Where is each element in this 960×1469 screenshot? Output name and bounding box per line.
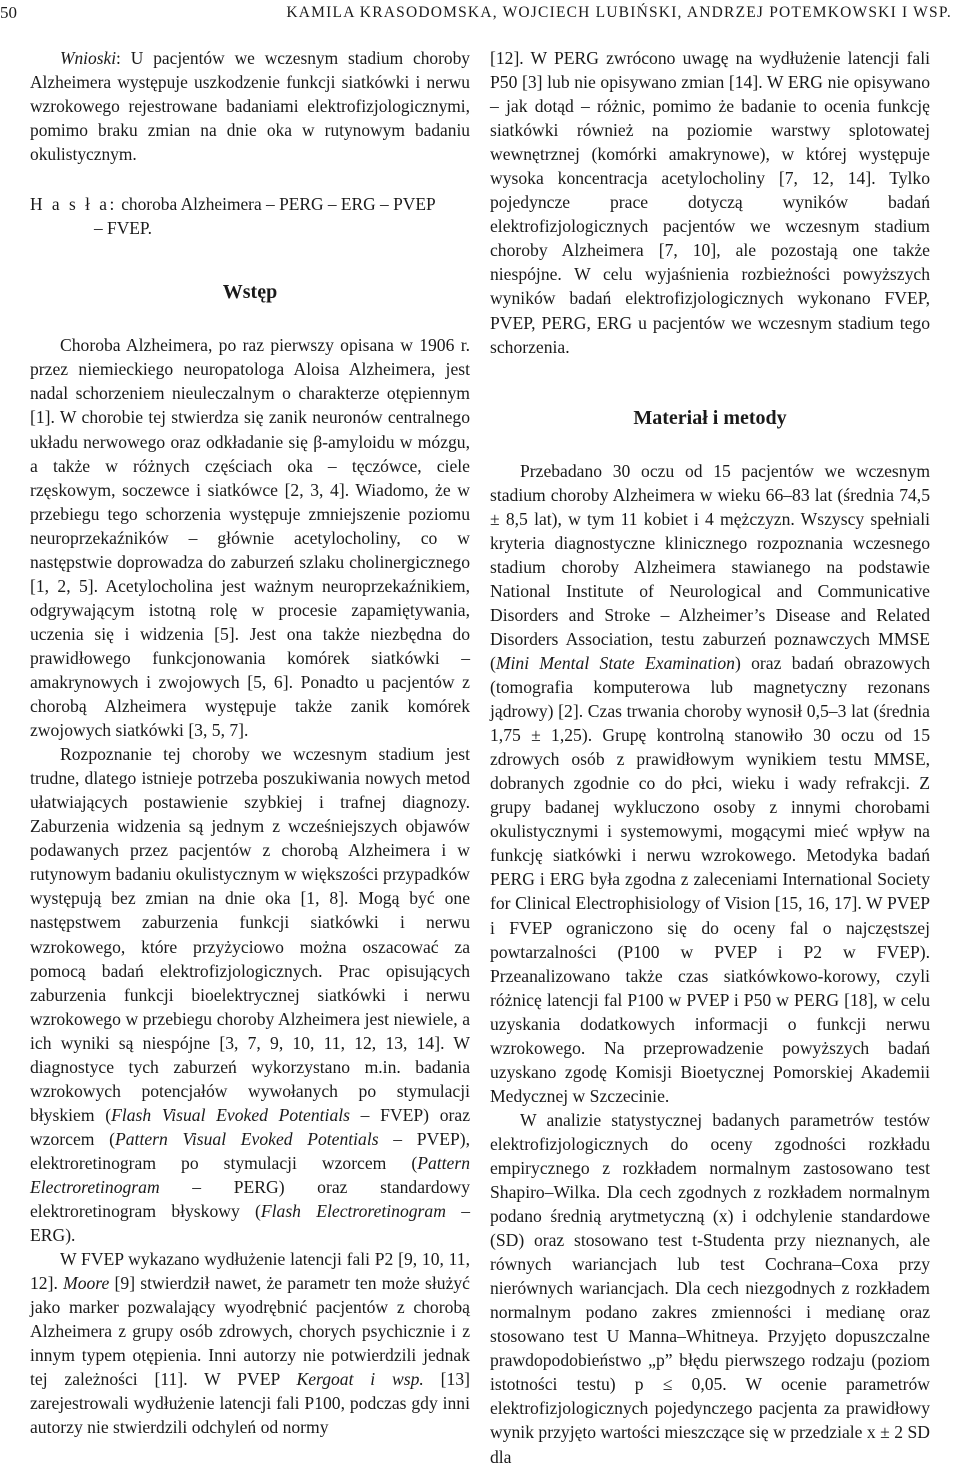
- keywords-text-2: – FVEP.: [94, 218, 152, 239]
- paragraph: Choroba Alzheimera, po raz pierwszy opisana w 1906 r. przez niemieckiego neuropatologa Aloisa Alzheimera, jest nadal schorzeniem nieuleczalnym o charakterze otępiennym [1]. W chorobie tej stwierdza się zanik neuronów centralnego układu nerwowego oraz odkładanie się β-amyloidu w mózgu, a także w różnych częściach oka – tęczówce, ciele rzęskowym, soczewce i siatkówce [2, 3, 4]. Wiadomo, że w przebiegu tego schorzenia występuje zmniejszenie poziomu neuroprzekaźników – głównie acetylocholiny, co w następstwie doprowadza do zaburzeń szlaku cholinergicznego [1, 2, 5]. Acetylocholina jest ważnym neuroprzekaźnikiem, odgrywającym istotną rolę w procesie zapamiętywania, uczenia się i widzenia [5]. Jest ona także niezbędna do prawidłowego funkcjonowania komórek siatkówki – amakrynowych i zwojowych [5, 6]. Ponadto u pacjentów z chorobą Alzheimera występuje także zanik komórek zwojowych siatkówki [3, 5, 7].: [30, 335, 470, 741]
- italic-term: Flash Electroretinogram: [260, 1201, 446, 1222]
- paragraph: [490, 459, 930, 1108]
- section-heading-methods: Materiał i metody: [633, 406, 787, 429]
- italic-term: Mini Mental State Examination: [495, 652, 735, 673]
- keywords: [30, 192, 470, 240]
- text-run: – FVEP) oraz wzorcem (: [30, 1104, 471, 1149]
- text-run: – ERG).: [30, 1201, 470, 1246]
- keywords-label: H a s ł a:: [30, 194, 117, 215]
- italic-author: Moore: [63, 1273, 110, 1294]
- text-run: – PERG) oraz standardowy elektroretinogram błyskowy (: [30, 1176, 470, 1222]
- keywords-line: [30, 192, 470, 216]
- text-run: ) oraz badań obrazowych (tomografia komputerowa lub magnetyczny rezonans jądrowy) [2]. Czas trwania choroby wynosił 0,5–3 lat (średnia 1,75 ± 1,25). Grupę kontrolną stanowiło 30 oczu od 15 zdrowych osób z prawidłowym wynikiem testu MMSE, dobranych zgodnie co do płci, wieku i wady refrakcji. Z grupy badanej wykluczono osoby z innymi chorobami okulistycznymi i systemowymi, mogącymi mieć wpływ na funkcję siatkówki i nerwu wzrokowego. Metodyka badań PERG i ERG była zgodna z zaleceniami International Society for Clinical Electrophisiology of Vision [15, 16, 17]. W PVEP i FVEP ograniczono się do oceny fal o najczęstszej powtarzalności (P100 w PVEP i P2 w FVEP). Przeanalizowano także czas siatkówkowo-korowy, czyli różnicę latencji fal P100 w PVEP i P50 w PERG [18], w celu uzyskania dodatkowych informacji o funkcji nerwu wzrokowego. Na przeprowadzenie powyższych badań uzyskano zgodę Komisji Bioetycznej Pomorskiej Akademii Medycznej w Szczecinie.: [490, 652, 930, 1106]
- page-number: 50: [0, 3, 17, 22]
- keywords-text-1: choroba Alzheimera – PERG – ERG – PVEP: [121, 194, 436, 215]
- conclusions-text: : U pacjentów we wczesnym stadium choroby Alzheimera występuje uszkodzenie funkcji siatkówki i nerwu wzrokowego rejestrowane badaniami elektrofizjologicznymi, pomimo braku zmian na dnie oka w rutynowym badaniu okulistycznym.: [30, 48, 470, 165]
- italic-author: Kergoat i wsp.: [296, 1369, 424, 1390]
- italic-term: Flash Visual Evoked Potentials: [111, 1104, 350, 1125]
- right-column: [490, 46, 930, 1469]
- running-head: [0, 0, 960, 26]
- text-run: [9] stwierdził nawet, że parametr ten może służyć jako marker pozwalający wyodrębnić pacjentów z chorobą Alzheimera z grupy osób zdrowych, chorych psychicznie i z innym typem otępienia. Inni autorzy nie potwierdzili jednak tej zależności [11]. W PVEP: [30, 1273, 470, 1390]
- text-run: Rozpoznanie tej choroby we wczesnym stadium jest trudne, dlatego istnieje potrzeba poszukiwania nowych metod ułatwiających postawienie szybkiej i trafnej diagnozy. Zaburzenia widzenia są jednym z wcześniejszych objawów podawanych przez pacjentów z chorobą Alzheimera i w rutynowym badaniu okulistycznym w większości przypadków występują bez zmian na dnie oka [1, 8]. Mogą być one następstwem zaburzenia funkcji siatkówki i nerwu wzrokowego, które przyżyciowo można oszacować za pomocą badań elektrofizjologicznych. Prac opisujących zaburzenia funkcji bioelektrycznej siatkówki i nerwu wzrokowego w przebiegu choroby Alzheimera jest niewiele, a ich wyniki są niespójne [3, 7, 9, 10, 11, 12, 13, 14]. W diagnostyce tych zaburzeń wykorzystano m.in. badania wzrokowych potencjałów wywołanych po stymulacji błyskiem (: [30, 744, 470, 1125]
- italic-term: Pattern Electroretinogram: [30, 1152, 470, 1197]
- conclusions-label: Wnioski: [60, 48, 117, 68]
- section-heading-introduction: Wstęp: [222, 281, 278, 304]
- text-run: Przebadano 30 oczu od 15 pacjentów we wczesnym stadium choroby Alzheimera w wieku 66–83 lat (średnia 74,5 ± 8,5 lat), w tym 11 kobiet i 4 mężczyzn. Wszyscy spełniali kryteria diagnostyczne klinicznego rozpoznania wczesnego stadium choroby Alzheimera stawianego na podstawie National Institute of Neurological and Communicative Disorders and Stroke – Alzheimer’s Disease and Related Disorders Association, testu zaburzeń poznawczych MMSE (: [490, 460, 930, 673]
- text-run: [13] zarejestrowali wydłużenie latencji fali P100, podczas gdy inni autorzy nie stwierdzili odchyleń od normy: [30, 1369, 470, 1438]
- abstract-conclusions: [30, 46, 470, 166]
- text-run: W FVEP wykazano wydłużenie latencji fali P2 [9, 10, 11, 12].: [30, 1249, 470, 1294]
- paragraph: W analizie statystycznej badanych parametrów testów elektrofizjologicznych do oceny zgodności rozkładu empirycznego z rozkładem normalnym zastosowano test Shapiro–Wilka. Dla cech zgodnych z rozkładem normalnym podano średnią arytmetyczną (x) i odchylenie standardowe (SD) oraz stosowano test t-Studenta przy nieznanych, ale równych wariancjach lub test Cochrana–Coxa przy nierównych wariancjach. Dla cech niezgodnych z rozkładem normalnym podano zakres zmienności i medianę oraz stosowano test U Manna–Whitneya. Przyjęto dopuszczalne prawdopodobieństwo „p” błędu pierwszego rodzaju (poziom istotności testu) p ≤ 0,05. W ocenie parametrów elektrofizjologicznych pojedynczego pacjenta za prawidłowy wynik przyjęto wartości mieszczące się w przedziale x ± 2 SD dla: [490, 1109, 930, 1467]
- left-column: [30, 46, 470, 1439]
- running-head-authors: KAMILA KRASODOMSKA, WOJCIECH LUBIŃSKI, ANDRZEJ POTEMKOWSKI I WSP.: [286, 4, 952, 21]
- paragraph: [30, 1247, 470, 1439]
- text-run: – PVEP), elektroretinogram po stymulacji wzorcem (: [30, 1128, 470, 1173]
- italic-term: Pattern Visual Evoked Potentials: [115, 1128, 379, 1149]
- paragraph-continued: [12]. W PERG zwrócono uwagę na wydłużenie latencji fali P50 [3] lub nie opisywano zmian [14]. W ERG nie opisywano – jak dotąd – różnic, pomimo że badanie to ocenia funkcję siatkówki również na poziomie warstwy splotowatej wewnętrznej (komórki amakrynowe), w której występuje wysoka koncentracja acetylocholiny [7, 12, 14]. Tylko pojedyncze prace dotyczą wyników badań elektrofizjologicznych pacjentów we wczesnym stadium choroby Alzheimera [7, 10], ale pozostają one także niespójne. W celu wyjaśnienia rozbieżności powyższych wyników badań elektrofizjologicznych wykonano FVEP, PVEP, PERG, ERG u pacjentów we wczesnym stadium tego schorzenia.: [490, 48, 930, 357]
- paragraph: [30, 742, 470, 1247]
